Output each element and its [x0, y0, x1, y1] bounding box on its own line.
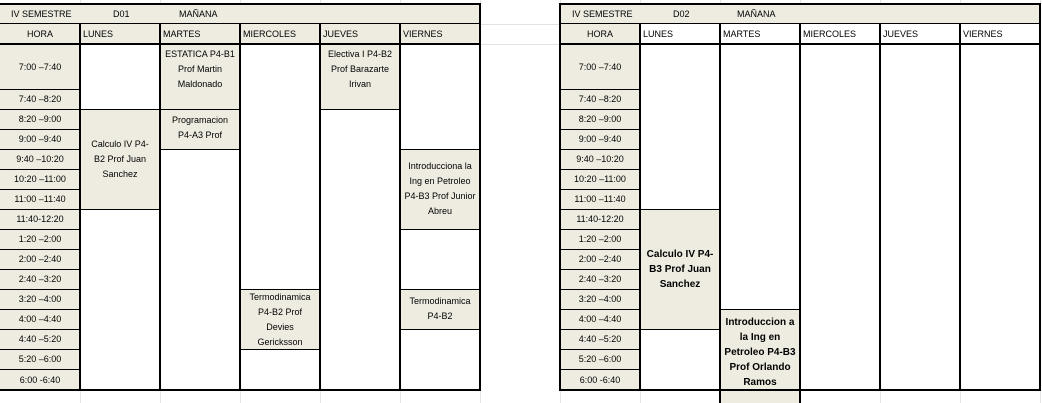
d01-class-termodinamica-miercoles: Termodinamica P4-B2 Prof Devies Gericksson [240, 289, 320, 350]
d02-hour: 9:00 –9:40 [560, 129, 640, 149]
d02-hour: 9:40 –10:20 [560, 149, 640, 169]
d02-class-introduccion: Introduccion a la Ing en Petroleo P4-B3 Prof Orlando Ramos [720, 309, 800, 403]
d01-hour: 8:20 –9:00 [0, 109, 80, 129]
d01-class-termodinamica-viernes: Termodinamica P4-B2 [400, 289, 480, 329]
d02-header-hora: HORA [560, 24, 640, 44]
d01-title-row [0, 4, 480, 24]
d02-header-martes: MARTES [723, 29, 761, 39]
d02-hour: 2:40 –3:20 [560, 269, 640, 289]
d02-turno: MAÑANA [737, 9, 776, 19]
d01-hour: 3:20 –4:00 [0, 289, 80, 309]
d02-class-calculo: Calculo IV P4-B3 Prof Juan Sanchez [640, 209, 720, 329]
d01-seccion: D01 [113, 9, 130, 19]
d02-hour: 10:20 –11:00 [560, 169, 640, 189]
d02-hour: 11:40-12:20 [560, 209, 640, 229]
d01-hour: 2:00 –2:40 [0, 249, 80, 269]
d02-hour: 4:00 –4:40 [560, 309, 640, 329]
d01-hour: 7:00 –7:40 [0, 44, 80, 89]
d02-title-row [560, 4, 1040, 24]
d01-turno: MAÑANA [179, 9, 218, 19]
d01-hour: 4:00 –4:40 [0, 309, 80, 329]
d01-header-hora: HORA [0, 24, 80, 44]
d01-class-programacion: Programacion P4-A3 Prof [160, 109, 240, 149]
d02-hour: 1:20 –2:00 [560, 229, 640, 249]
d01-hour: 2:40 –3:20 [0, 269, 80, 289]
d02-semestre: IV SEMESTRE [572, 9, 633, 19]
d02-hour: 7:40 –8:20 [560, 89, 640, 109]
d01-class-introduccion: Introducciona la Ing en Petroleo P4-B3 Prof Junior Abreu [400, 149, 480, 229]
d01-hour: 6:00 -6:40 [0, 369, 80, 390]
d02-hour: 11:00 –11:40 [560, 189, 640, 209]
d02-hour: 4:40 –5:20 [560, 329, 640, 349]
d01-class-calculo: Calculo IV P4-B2 Prof Juan Sanchez [80, 109, 160, 209]
d01-hour: 1:20 –2:00 [0, 229, 80, 249]
d02-hour: 6:00 -6:40 [560, 369, 640, 390]
d01-header-miercoles: MIERCOLES [240, 24, 320, 44]
d01-semestre: IV SEMESTRE [11, 9, 72, 19]
d02-header-jueves: JUEVES [883, 29, 919, 39]
d01-class-estatica: ESTATICA P4-B1 Prof Martin Maldonado [160, 44, 240, 109]
d01-header-jueves: JUEVES [320, 24, 400, 44]
d01-hour: 9:40 –10:20 [0, 149, 80, 169]
d01-hour: 9:00 –9:40 [0, 129, 80, 149]
d01-header-martes: MARTES [160, 24, 240, 44]
d02-header-viernes: VIERNES [963, 29, 1003, 39]
d02-hour: 7:00 –7:40 [560, 44, 640, 89]
d02-header-lunes: LUNES [643, 29, 674, 39]
d01-class-electiva: Electiva I P4-B2 Prof Barazarte Irivan [320, 44, 400, 109]
d02-header-miercoles: MIERCOLES [803, 29, 857, 39]
d01-hour: 5:20 –6:00 [0, 349, 80, 369]
d01-hour: 4:40 –5:20 [0, 329, 80, 349]
d01-header-viernes: VIERNES [400, 24, 480, 44]
d02-hour: 3:20 –4:00 [560, 289, 640, 309]
d02-hour: 2:00 –2:40 [560, 249, 640, 269]
d01-hour: 7:40 –8:20 [0, 89, 80, 109]
d01-hour: 11:00 –11:40 [0, 189, 80, 209]
d01-hour: 11:40-12:20 [0, 209, 80, 229]
d01-header-lunes: LUNES [80, 24, 160, 44]
d01-hour: 10:20 –11:00 [0, 169, 80, 189]
d02-hour: 8:20 –9:00 [560, 109, 640, 129]
d02-hour: 5:20 –6:00 [560, 349, 640, 369]
d02-seccion: D02 [673, 9, 690, 19]
